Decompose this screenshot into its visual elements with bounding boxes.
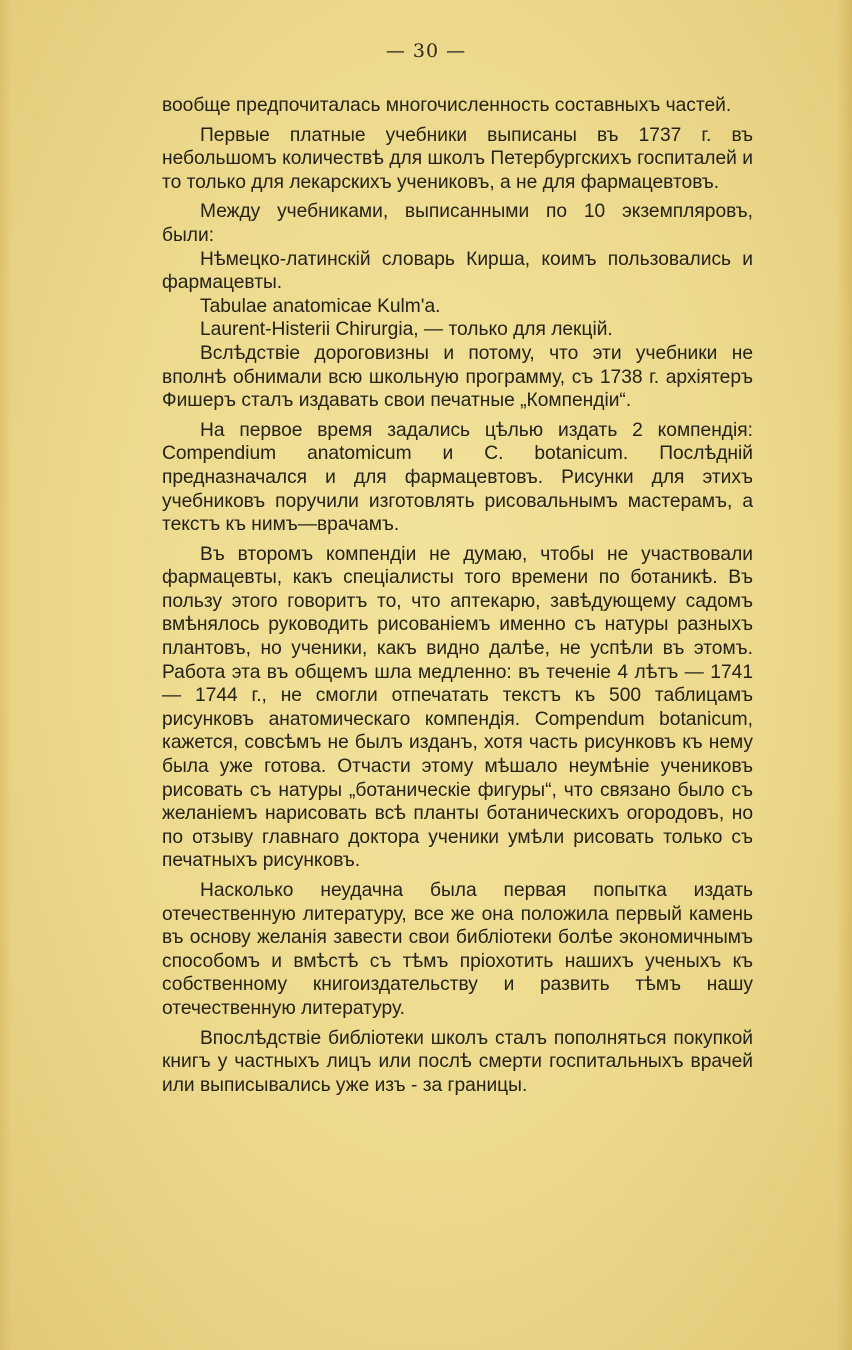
paragraph-second-compendium: Въ второмъ компендіи не думаю, чтобы не участвовали фармацевты, какъ спеціалисты того времени по ботаникѣ. Въ пользу этого говоритъ то, что аптекарю, завѣдующему садомъ вмѣнялось руководить рисованіемъ именно съ натуры разныхъ плантовъ, но ученики, какъ видно далѣе, не успѣли въ этомъ. Работа эта въ общемъ шла медленно: въ теченіе 4 лѣтъ — 1741 — 1744 г., не смогли отпечатать текстъ къ 500 таблицамъ рисунковъ анатомическаго компендія. Compendum botanicum, кажется, совсѣмъ не былъ изданъ, хотя часть рисунковъ къ нему была уже готова. Отчасти этому мѣшало неумѣніе учениковъ рисовать съ натуры „ботаническіе фигуры“, что связано было съ желаніемъ нарисовать всѣ планты ботаническихъ огородовъ, но по отзыву главнаго доктора ученики умѣли рисовать только съ печатныхъ рисунковъ.	[162, 543, 753, 872]
list-item-tabulae-anatomicae: Tabulae anatomicae Kulm'a.	[200, 295, 441, 317]
page-number: — 30 —	[385, 40, 467, 62]
paragraph-two-compendia: На первое время задались цѣлью издать 2 компендія: Compendium anatomicum и C. botanicum. Послѣдній предназначался и для фармацевтовъ. Рисунки для этихъ учебниковъ поручили изготовлять рисовальнымъ мастерамъ, а текстъ къ нимъ—врачамъ.	[162, 419, 753, 536]
paragraph-compendia-fischer: Вслѣдствіе дороговизны и потому, что эти учебники не вполнѣ обнимали всю школьную программу, съ 1738 г. архіятеръ Фишеръ сталъ издавать свои печатные „Компендіи“.	[162, 342, 753, 412]
paragraph-continuation: вообще предпочиталась многочисленность составныхъ частей.	[162, 95, 732, 116]
list-item-kirsch-dictionary: Нѣмецко-латинскій словарь Кирша, коимъ пользовались и фармацевты.	[162, 248, 753, 294]
paragraph-domestic-literature: Насколько неудачна была первая попытка издать отечественную литературу, все же она положила первый камень въ основу желанія завести свои библіотеки болѣе экономичнымъ способомъ и вмѣстѣ съ тѣмъ пріохотить нашихъ ученыхъ къ собственному книгоиздательству и развить тѣмъ нашу отечественную литературу.	[162, 880, 753, 1019]
paragraph-school-libraries: Впослѣдствіе библіотеки школъ сталъ пополняться покупкой книгъ у частныхъ лицъ или послѣ смерти госпитальныхъ врачей или выписывались уже изъ - за границы.	[162, 1027, 753, 1096]
paragraph-textbooks-list-intro: Между учебниками, выписанными по 10 экземпляровъ, были:	[162, 201, 753, 246]
page-right-edge-shading	[836, 0, 852, 1350]
body-text	[162, 94, 753, 1103]
list-item-chirurgia: Laurent-Histerii Chirurgia, — только для лекцій.	[200, 319, 613, 341]
page-left-edge-shading	[0, 0, 12, 1350]
paragraph-textbooks-1737: Первые платные учебники выписаны въ 1737 г. въ небольшомъ количествѣ для школъ Петербургскихъ госпиталей и то только для лекарскихъ учениковъ, а не для фармацевтовъ.	[162, 124, 753, 193]
